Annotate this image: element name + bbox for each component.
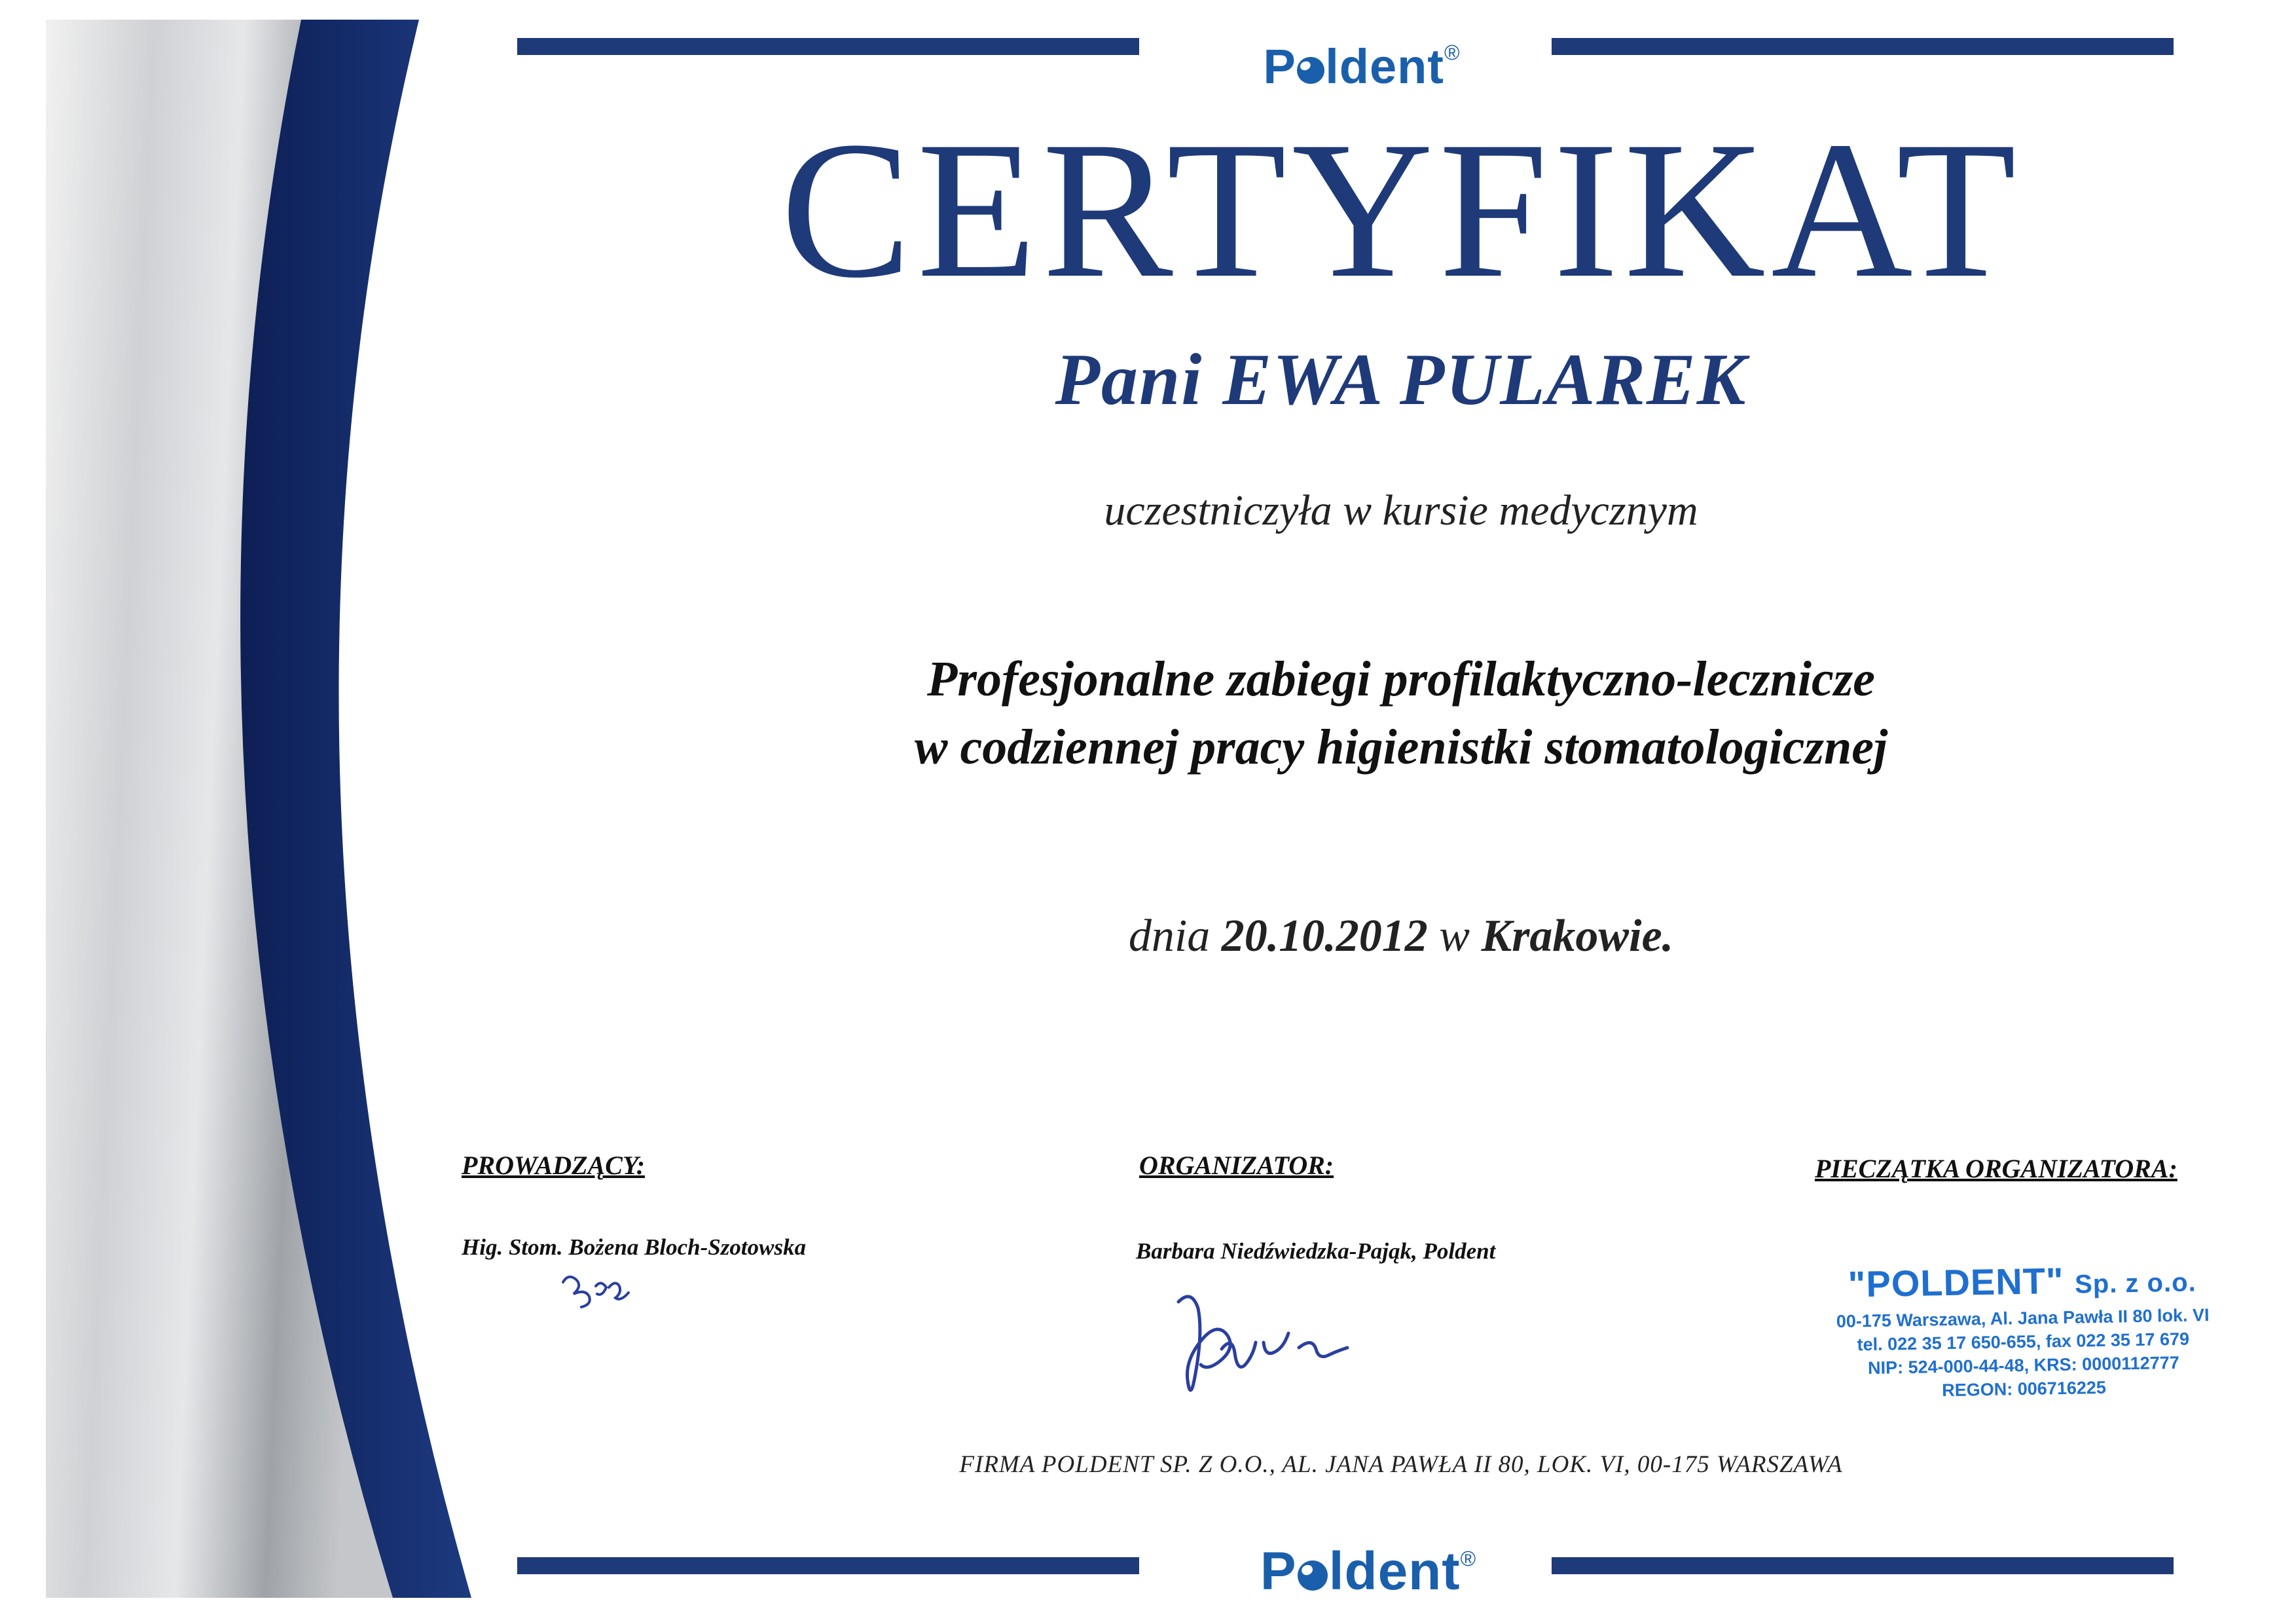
intro-text: uczestniczyła w kursie medycznym [1104, 487, 1698, 534]
event-date: 20.10.2012 [1221, 911, 1428, 961]
stamp-label: PIECZĄTKA ORGANIZATORA: [1815, 1154, 2178, 1183]
stamp-registry: NIP: 524-000-44-48, KRS: 0000112777 [1867, 1352, 2180, 1378]
header-rule-right [1552, 38, 2174, 55]
recipient-name: Pani EWA PULAREK [1055, 339, 1747, 420]
certificate-title: CERTYFIKAT [780, 101, 2022, 318]
side-band-decoration [46, 20, 471, 1598]
stamp-company: "POLDENT" Sp. z o.o. [1848, 1259, 2197, 1305]
course-title-line-2: w codziennej pracy higienistki stomatologicznej [914, 720, 1888, 775]
event-date-line: dnia 20.10.2012 w Krakowie. [1128, 911, 1674, 961]
footer-rule-right [1552, 1557, 2174, 1574]
stamp-regon: REGON: 006716225 [1941, 1377, 2107, 1401]
lead-label: PROWADZĄCY: [462, 1151, 646, 1180]
signature-lead [563, 1277, 629, 1307]
organizer-label: ORGANIZATOR: [1139, 1151, 1334, 1180]
event-place: Krakowie. [1481, 911, 1674, 961]
stamp-address: 00-175 Warszawa, Al. Jana Pawła II 80 lok. VI [1836, 1305, 2210, 1331]
brand-logo-bottom: P ldent® [1260, 1541, 1477, 1601]
logo-tooth-icon [1297, 57, 1324, 84]
organizer-stamp [1819, 1257, 2227, 1405]
header-rule-left [517, 38, 1139, 55]
footer-address: FIRMA POLDENT SP. Z O.O., AL. JANA PAWŁA II 80, LOK. VI, 00-175 WARSZAWA [959, 1451, 1843, 1478]
stamp-phone: tel. 022 35 17 650-655, fax 022 35 17 679 [1857, 1329, 2190, 1355]
course-title [629, 645, 2174, 781]
brand-logo-top: P ldent® [1263, 39, 1461, 94]
footer-rule-left [517, 1557, 1139, 1574]
lead-name: Hig. Stom. Bożena Bloch-Szotowska [462, 1234, 807, 1260]
signature-organizer [1178, 1297, 1347, 1390]
course-title-line-1: Profesjonalne zabiegi profilaktyczno-lecznicze [926, 652, 1876, 707]
organizer-name: Barbara Niedźwiedzka-Pająk, Poldent [1136, 1238, 1496, 1264]
logo-tooth-icon [1298, 1560, 1328, 1591]
